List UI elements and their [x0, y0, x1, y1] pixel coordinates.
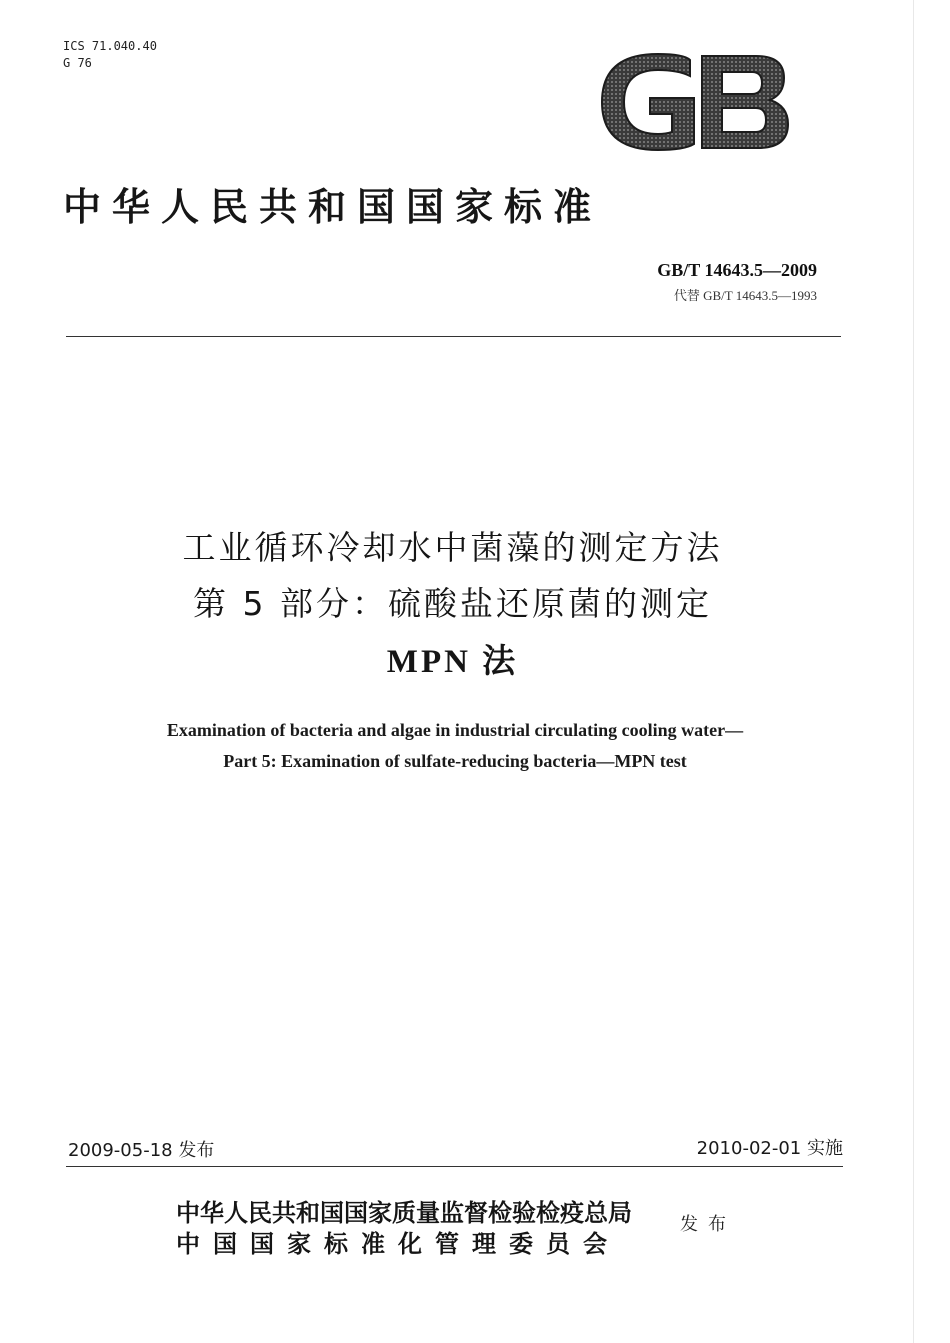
- org-title: 中华人民共和国国家标准: [63, 185, 603, 229]
- footer-divider: [66, 1166, 843, 1167]
- publisher-line-1: 中华人民共和国国家质量监督检验检疫总局: [176, 1198, 632, 1227]
- title-cn-line-2: 第 5 部分：硫酸盐还原菌的测定: [193, 584, 712, 623]
- standard-number: GB/T 14643.5—2009: [657, 260, 817, 280]
- title-cn-line-3: MPN 法: [386, 644, 519, 680]
- gb-logo-graphic: [598, 52, 790, 152]
- implementation-date: 2010-02-01 实施: [696, 1138, 843, 1159]
- ics-code: ICS 71.040.40: [63, 39, 157, 53]
- replaces-standard: 代替 GB/T 14643.5—1993: [673, 288, 817, 303]
- header-divider: [66, 336, 841, 337]
- publish-label: 发布: [680, 1214, 736, 1235]
- scan-edge: [913, 0, 914, 1343]
- class-code: G 76: [63, 56, 92, 70]
- title-en-line-1: Examination of bacteria and algae in industrial circulating cooling water—: [166, 720, 744, 740]
- title-en-line-2: Part 5: Examination of sulfate-reducing bacteria—MPN test: [223, 751, 687, 771]
- ics-classification: [63, 38, 157, 72]
- title-cn-line-1: 工业循环冷却水中菌藻的测定方法: [182, 528, 723, 567]
- gb-logo-icon: [598, 52, 790, 152]
- publisher-line-2: 中国国家标准化管理委员会: [176, 1229, 620, 1258]
- issue-date: 2009-05-18 发布: [68, 1140, 215, 1161]
